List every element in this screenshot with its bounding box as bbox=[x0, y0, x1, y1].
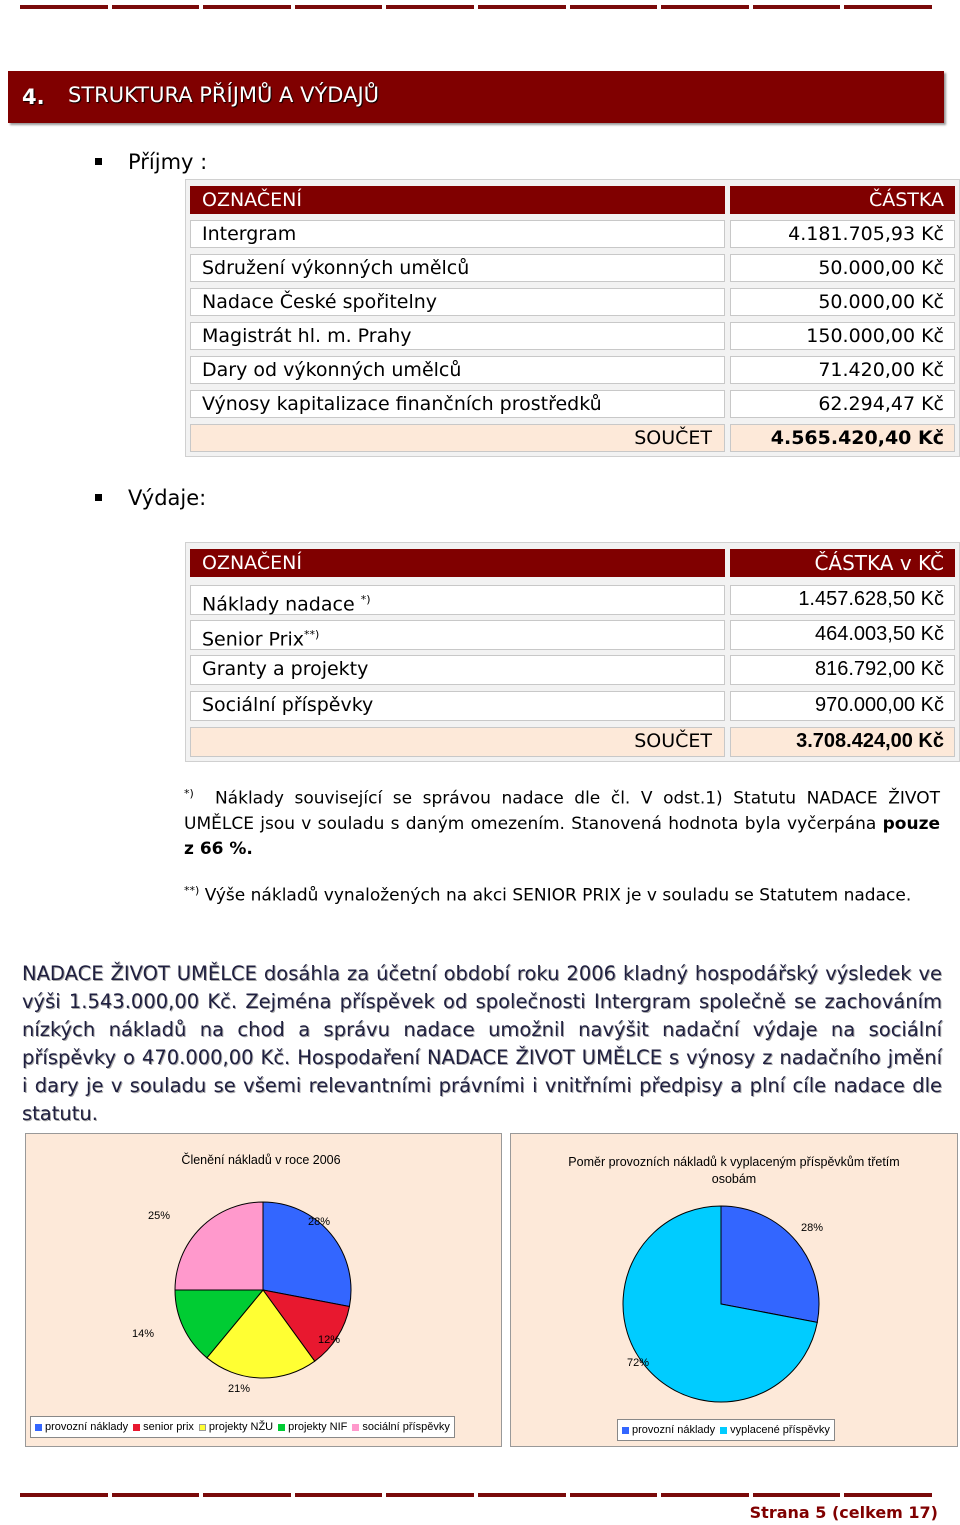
expenses-row-name: Granty a projekty bbox=[190, 655, 725, 685]
bullet-icon bbox=[95, 494, 102, 501]
expenses-row-name: Senior Prix bbox=[202, 628, 305, 651]
legend-label: senior prix bbox=[143, 1421, 194, 1433]
income-sum-amount: 4.565.420,40 Kč bbox=[730, 424, 955, 452]
income-header-amount: ČÁSTKA bbox=[730, 186, 955, 214]
data-label: 28% bbox=[308, 1216, 331, 1228]
expenses-row-amount: 1.457.628,50 Kč bbox=[730, 585, 955, 615]
income-row-name: Výnosy kapitalizace finančních prostředků bbox=[190, 390, 725, 418]
footnote-text: Výše nákladů vynaložených na akci SENIOR PRIX je v souladu se Statutem nadace. bbox=[204, 885, 912, 906]
income-row-name: Nadace České spořitelny bbox=[190, 288, 725, 316]
pie-slice bbox=[175, 1202, 263, 1290]
legend-swatch bbox=[720, 1427, 727, 1434]
expenses-row-name-cell bbox=[190, 585, 725, 615]
chapter-title: STRUKTURA PŘÍJMŮ A VÝDAJŮ bbox=[68, 83, 380, 107]
income-row-amount: 50.000,00 Kč bbox=[730, 254, 955, 282]
table-row bbox=[190, 356, 955, 384]
legend-label: projekty NIF bbox=[288, 1421, 348, 1433]
data-label: 72% bbox=[627, 1357, 650, 1369]
legend-swatch bbox=[622, 1427, 629, 1434]
expenses-row-name-cell bbox=[190, 620, 725, 650]
income-row-name: Sdružení výkonných umělců bbox=[190, 254, 725, 282]
expenses-sum-label: SOUČET bbox=[190, 727, 725, 757]
expenses-header-name: OZNAČENÍ bbox=[190, 549, 725, 577]
income-row-amount: 50.000,00 Kč bbox=[730, 288, 955, 316]
table-row bbox=[190, 691, 955, 721]
income-table bbox=[185, 179, 960, 457]
legend-item bbox=[133, 1421, 194, 1433]
expenses-sum-row bbox=[190, 727, 955, 757]
table-row bbox=[190, 390, 955, 418]
table-row bbox=[190, 288, 955, 316]
income-row-name: Intergram bbox=[190, 220, 725, 248]
legend-item bbox=[352, 1421, 449, 1433]
legend-swatch bbox=[278, 1424, 285, 1431]
summary-paragraph: NADACE ŽIVOT UMĚLCE dosáhla za účetní období roku 2006 kladný hospodářský výsledek ve výši 1.543.000,00 Kč. Zejména příspěvek od společnosti Intergram společně se zachováním nízkých nákladů na chod a správu nadace umožnil navýšit nadační výdaje na sociální příspěvky o 470.000,00 Kč. Hospodaření NADACE ŽIVOT UMĚLCE s výnosy z nadačního jmění i dary je v souladu se všemi relevantními právními i vnitřními předpisy a plní cíle nadace dle statutu. bbox=[22, 962, 942, 1125]
chart-title: Členění nákladů v roce 2006 bbox=[181, 1153, 341, 1167]
legend-item bbox=[720, 1424, 830, 1436]
table-row bbox=[190, 322, 955, 350]
chart-title: Poměr provozních nákladů k vyplaceným příspěvkům třetím osobám bbox=[568, 1155, 900, 1186]
table-row bbox=[190, 620, 955, 650]
legend-swatch bbox=[35, 1424, 42, 1431]
chart-legend bbox=[617, 1419, 835, 1441]
legend-item bbox=[622, 1424, 715, 1436]
page-number: Strana 5 (celkem 17) bbox=[749, 1503, 938, 1522]
footnote-mark: *) bbox=[184, 787, 194, 800]
chapter-number: 4. bbox=[22, 85, 45, 109]
footnote-2 bbox=[184, 878, 940, 909]
pie-chart-svg bbox=[511, 1134, 957, 1446]
expenses-row-amount: 970.000,00 Kč bbox=[730, 691, 955, 721]
income-row-name: Magistrát hl. m. Prahy bbox=[190, 322, 725, 350]
expenses-header-amount: ČÁSTKA v KČ bbox=[730, 549, 955, 577]
expenses-row-amount: 464.003,50 Kč bbox=[730, 620, 955, 650]
income-sum-row bbox=[190, 424, 955, 452]
legend-label: provozní náklady bbox=[632, 1424, 716, 1436]
footnote-mark: **) bbox=[184, 884, 200, 897]
table-row bbox=[190, 585, 955, 615]
table-row bbox=[190, 220, 955, 248]
income-row-name: Dary od výkonných umělců bbox=[190, 356, 725, 384]
legend-swatch bbox=[133, 1424, 140, 1431]
top-rule bbox=[20, 5, 932, 9]
footnote-text: Náklady související se správou nadace dle čl. V odst.1) Statutu NADACE ŽIVOT UMĚLCE jsou v souladu s daným omezením. Stanovená hodnota byla vyčerpána bbox=[184, 788, 941, 834]
expenses-row-amount: 816.792,00 Kč bbox=[730, 655, 955, 685]
data-label: 25% bbox=[148, 1210, 171, 1222]
footnote-mark: *) bbox=[360, 593, 371, 606]
income-header-name: OZNAČENÍ bbox=[190, 186, 725, 214]
income-header-row bbox=[190, 186, 955, 214]
data-label: 12% bbox=[318, 1334, 341, 1346]
chapter-heading bbox=[8, 71, 944, 123]
chart-legend bbox=[30, 1416, 455, 1438]
data-label: 21% bbox=[228, 1383, 251, 1395]
legend-item bbox=[278, 1421, 347, 1433]
income-row-amount: 150.000,00 Kč bbox=[730, 322, 955, 350]
footnote-bold: pouze z 66 %. bbox=[184, 813, 941, 859]
bullet-icon bbox=[95, 158, 102, 165]
legend-swatch bbox=[199, 1424, 206, 1431]
bottom-rule bbox=[20, 1493, 932, 1497]
pie-chart-svg bbox=[26, 1134, 501, 1446]
income-row-amount: 71.420,00 Kč bbox=[730, 356, 955, 384]
table-row bbox=[190, 655, 955, 685]
expenses-label: Výdaje: bbox=[128, 486, 207, 510]
chart-cost-breakdown bbox=[25, 1133, 502, 1447]
expenses-row-name: Sociální příspěvky bbox=[190, 691, 725, 721]
table-row bbox=[190, 254, 955, 282]
income-row-amount: 62.294,47 Kč bbox=[730, 390, 955, 418]
chart-cost-ratio bbox=[510, 1133, 958, 1447]
income-row-amount: 4.181.705,93 Kč bbox=[730, 220, 955, 248]
data-label: 28% bbox=[801, 1222, 824, 1234]
legend-label: provozní náklady bbox=[45, 1421, 129, 1433]
legend-label: sociální příspěvky bbox=[362, 1421, 450, 1433]
legend-item bbox=[35, 1421, 128, 1433]
expenses-table bbox=[185, 542, 960, 762]
income-label: Příjmy : bbox=[128, 150, 208, 174]
footnote-mark: **) bbox=[304, 628, 320, 641]
legend-label: vyplacené příspěvky bbox=[730, 1424, 830, 1436]
expenses-header-row bbox=[190, 549, 955, 577]
data-label: 14% bbox=[132, 1328, 155, 1340]
income-sum-label: SOUČET bbox=[190, 424, 725, 452]
expenses-sum-amount: 3.708.424,00 Kč bbox=[730, 727, 955, 757]
legend-item bbox=[199, 1421, 273, 1433]
legend-swatch bbox=[352, 1424, 359, 1431]
pie-slice bbox=[263, 1202, 351, 1306]
expenses-row-name: Náklady nadace bbox=[202, 593, 355, 616]
footnote-1 bbox=[184, 781, 940, 862]
legend-label: projekty NŽU bbox=[208, 1421, 274, 1433]
